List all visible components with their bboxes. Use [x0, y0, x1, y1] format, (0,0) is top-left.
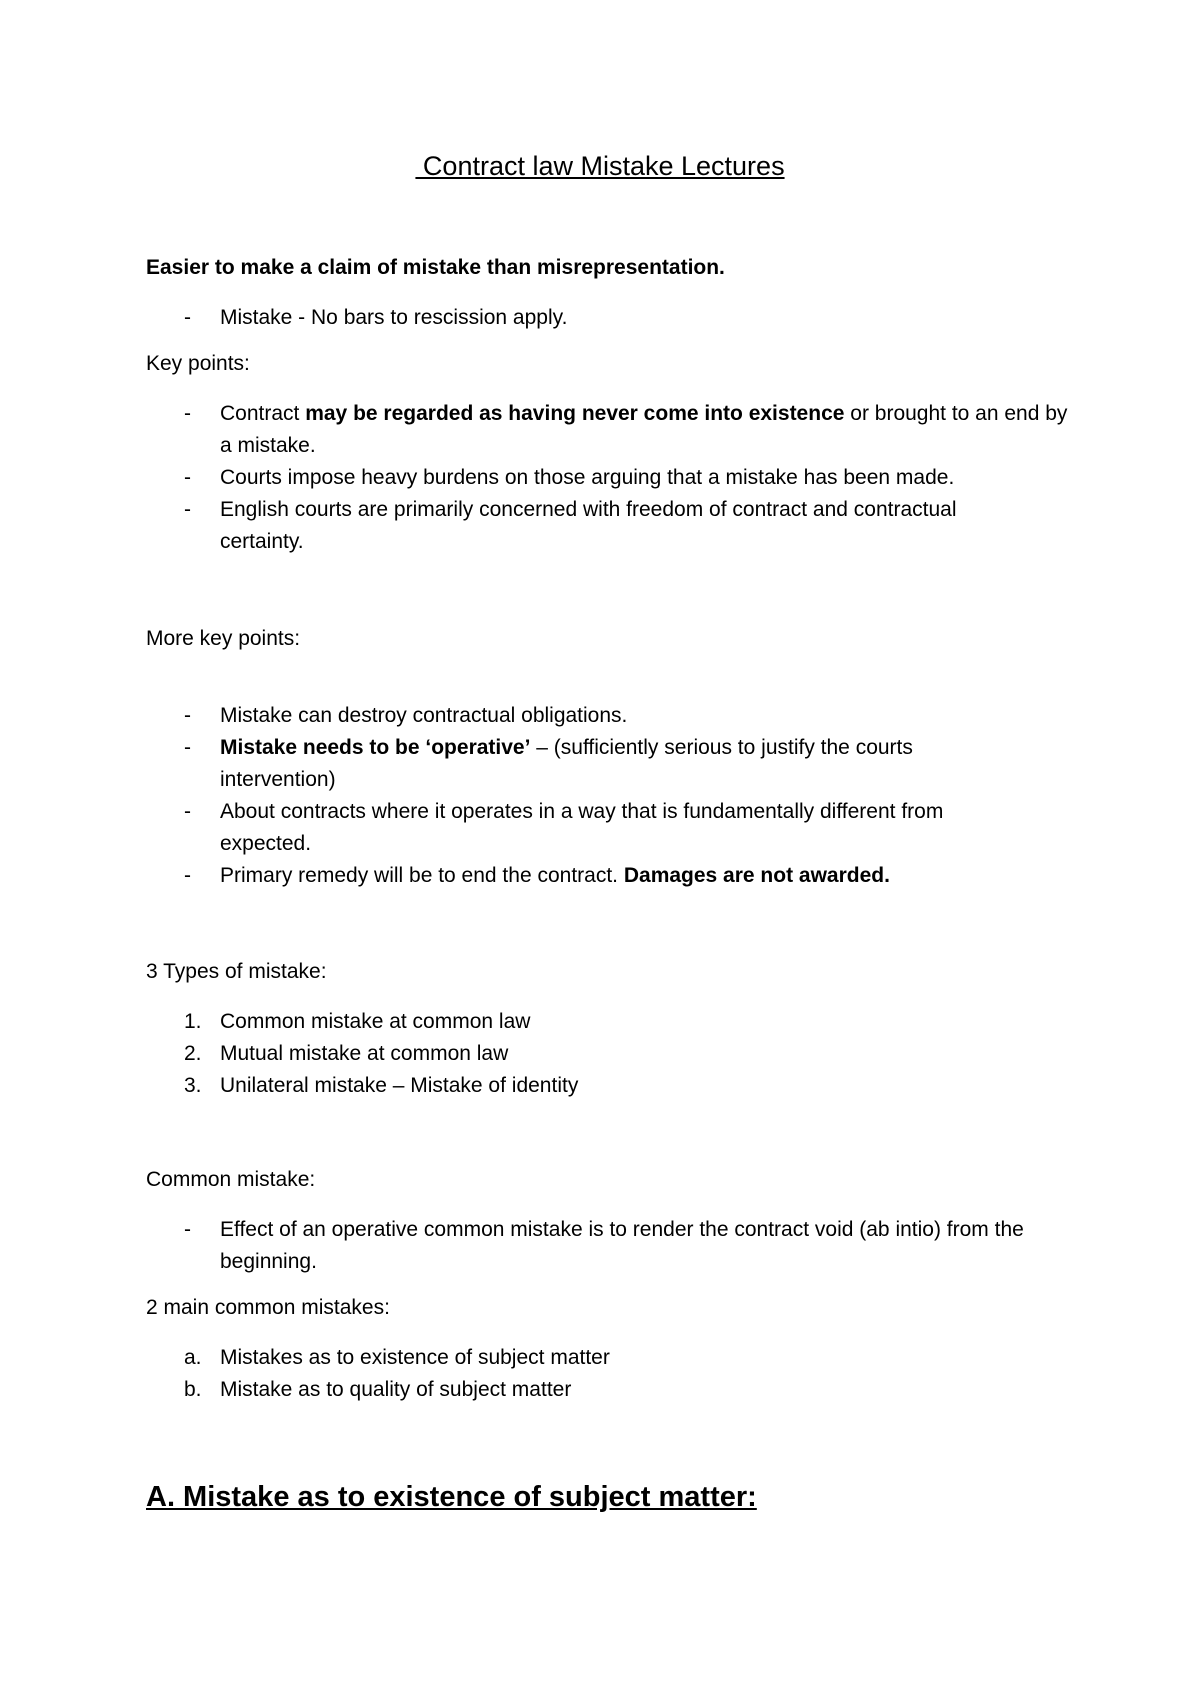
- list-item: [184, 796, 1034, 860]
- list-item-text: Effect of an operative common mistake is to render the contract void (ab intio) from the beginning.: [220, 1218, 1024, 1273]
- list-item: [184, 1214, 1064, 1278]
- bullet-marker: -: [184, 704, 191, 727]
- number-marker: 1.: [184, 1010, 202, 1033]
- more-key-points-heading: More key points:: [146, 627, 301, 650]
- section-a-heading: A. Mistake as to existence of subject matter:: [146, 1481, 757, 1513]
- list-item: [184, 1070, 1084, 1102]
- list-item-text: [220, 398, 1084, 462]
- list-item: [184, 1342, 1084, 1374]
- bullet-marker: -: [184, 466, 191, 489]
- bullet-marker: -: [184, 402, 191, 425]
- list-item: [184, 700, 1084, 732]
- list-item: [184, 1038, 1084, 1070]
- list-item-text: Common mistake at common law: [220, 1010, 531, 1033]
- bullet-text: Mistake - No bars to rescission apply.: [220, 306, 568, 329]
- list-item: [184, 1374, 1084, 1406]
- list-item: [184, 732, 984, 796]
- key-points-heading: Key points:: [146, 352, 250, 375]
- list-item: [184, 462, 1084, 494]
- bullet-marker: -: [184, 736, 191, 759]
- list-item-text-pre: Primary remedy will be to end the contract.: [220, 864, 624, 887]
- intro-heading: Easier to make a claim of mistake than misrepresentation.: [146, 256, 725, 279]
- document-title: Contract law Mistake Lectures: [415, 151, 785, 181]
- list-item-text: Unilateral mistake – Mistake of identity: [220, 1074, 579, 1097]
- types-heading: 3 Types of mistake:: [146, 960, 327, 983]
- letter-marker: b.: [184, 1378, 202, 1401]
- list-item-text-post: or brought to an end by a mistake.: [220, 402, 1068, 457]
- bullet-marker: -: [184, 864, 191, 887]
- list-item-text: English courts are primarily concerned with freedom of contract and contractual certainty.: [220, 498, 957, 553]
- list-item-text-bold: Damages are not awarded.: [623, 864, 890, 887]
- list-item: [184, 860, 1084, 892]
- list-item-text: Mutual mistake at common law: [220, 1042, 509, 1065]
- letter-marker: a.: [184, 1346, 202, 1369]
- list-item-text: Mistakes as to existence of subject matter: [220, 1346, 610, 1369]
- number-marker: 2.: [184, 1042, 202, 1065]
- list-item-text-pre: Contract: [220, 402, 306, 425]
- number-marker: 3.: [184, 1074, 202, 1097]
- common-mistake-heading: Common mistake:: [146, 1168, 316, 1191]
- list-item-text-post: – (sufficiently serious to justify the courts intervention): [220, 736, 913, 791]
- list-item: [184, 1006, 1084, 1038]
- list-item-text: About contracts where it operates in a way that is fundamentally different from expected.: [220, 800, 944, 855]
- list-item-text: Mistake as to quality of subject matter: [220, 1378, 572, 1401]
- intro-bullet: [184, 302, 1084, 334]
- bullet-marker: -: [184, 800, 191, 823]
- list-item-text-bold: Mistake needs to be ‘operative’: [220, 736, 531, 759]
- list-item-text-bold: may be regarded as having never come into existence: [305, 402, 845, 425]
- list-item: [184, 494, 1034, 558]
- list-item: [184, 398, 1084, 462]
- list-item-text: Courts impose heavy burdens on those arguing that a mistake has been made.: [220, 466, 955, 489]
- list-item-text: Mistake can destroy contractual obligations.: [220, 704, 628, 727]
- bullet-marker: -: [184, 498, 191, 521]
- bullet-marker: -: [184, 306, 191, 329]
- list-item-text: [220, 860, 1084, 892]
- main-common-heading: 2 main common mistakes:: [146, 1296, 390, 1319]
- bullet-marker: -: [184, 1218, 191, 1241]
- list-item-text: [220, 732, 984, 796]
